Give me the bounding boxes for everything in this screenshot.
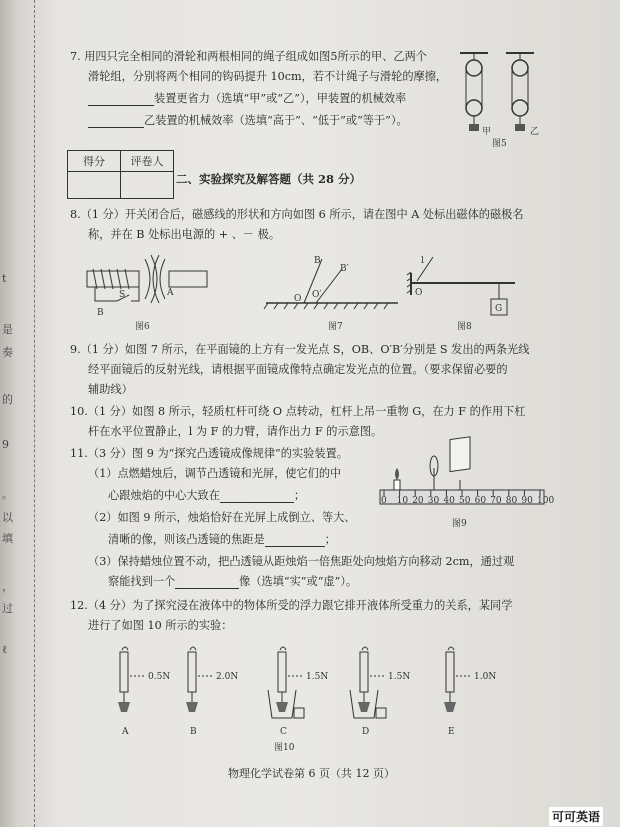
- watermark-logo: 可可英语: [549, 807, 603, 826]
- figure-5-pulleys: [456, 50, 546, 150]
- q9-line1: 9.（1 分）如图 7 所示，在平面镜的上方有一发光点 S，OB、O′B′分别是 S 发出的两条光线: [70, 343, 530, 356]
- fig7-label-bp: B′: [340, 264, 349, 274]
- ruler-tick-label: 40: [443, 496, 455, 506]
- ruler-tick-label: 80: [505, 496, 518, 506]
- score-header: 得分: [68, 151, 121, 172]
- fig5-caption: 图5: [492, 139, 507, 149]
- margin-fragment: 是: [2, 323, 13, 336]
- q10-line1: 10.（1 分）如图 8 所示，轻质杠杆可绕 O 点转动，杠杆上吊一重物 G，在力 F 的作用下杠: [70, 405, 526, 418]
- fig7-label-o: O: [294, 294, 302, 304]
- fig10-label-c: C: [280, 727, 287, 737]
- fig10-label-e: E: [448, 727, 455, 737]
- q11-blank3[interactable]: [175, 576, 239, 589]
- section-title: 二、实验探究及解答题（共 28 分）: [176, 172, 362, 186]
- fig10-setup-c: [268, 647, 328, 737]
- fig7-label-op: O′: [312, 290, 322, 300]
- figure-7-mirror: [262, 255, 402, 335]
- margin-fragment: t: [2, 272, 7, 285]
- q7-line3: 装置更省力（选填“甲”或“乙”），甲装置的机械效率: [88, 89, 406, 109]
- margin-fragment: 以: [2, 511, 13, 524]
- ruler-tick-label: 30: [427, 496, 440, 506]
- fig10-reading-a: 0.5N: [148, 672, 171, 682]
- figure-6-solenoid: [85, 255, 215, 335]
- fig8-caption: 图8: [457, 322, 472, 332]
- fig6-label-a: A: [167, 288, 174, 298]
- q11-line2: （1）点燃蜡烛后，调节凸透镜和光屏，使它们的中: [88, 467, 342, 480]
- q11-line4: （2）如图 9 所示，烛焰恰好在光屏上成倒立、等大、: [88, 511, 356, 524]
- q11-line7: 察能找到一个 像（选填“实”或“虚”）。: [108, 575, 358, 588]
- fig6-caption: 图6: [135, 322, 150, 332]
- fig10-setup-d: [350, 647, 410, 737]
- ruler-tick-label: 50: [459, 496, 471, 506]
- q11-blank1[interactable]: [220, 490, 294, 503]
- margin-fragment: 的: [2, 393, 13, 406]
- q11-line6: （3）保持蜡烛位置不动，把凸透镜从距烛焰一倍焦距处向烛焰方向移动 2cm，通过观: [88, 555, 515, 568]
- q7-blank1[interactable]: [88, 93, 154, 106]
- q7-line1: 7. 用四只完全相同的滑轮和两根相同的绳子组成如图5所示的甲、乙两个: [70, 50, 427, 63]
- ruler-tick-label: 60: [474, 496, 487, 506]
- grader-cell[interactable]: [121, 172, 174, 199]
- fig10-reading-d: 1.5N: [388, 672, 411, 682]
- grader-header: 评卷人: [121, 151, 174, 172]
- fig10-label-b: B: [190, 727, 197, 737]
- score-table: [67, 150, 174, 199]
- ruler-tick-label: 0: [381, 496, 387, 506]
- fig7-caption: 图7: [328, 322, 343, 332]
- fig10-reading-b: 2.0N: [216, 672, 239, 682]
- margin-fragment: 9: [2, 438, 9, 451]
- fig10-label-d: D: [362, 727, 370, 737]
- fig10-setup-e: [444, 647, 496, 737]
- fig10-setup-b: [186, 647, 238, 737]
- fig8-label-l: l: [421, 256, 424, 266]
- q11-blank2[interactable]: [265, 534, 325, 547]
- fig6-label-b: B: [97, 308, 104, 318]
- fig10-setup-a: [118, 647, 170, 737]
- figure-8-lever: [405, 255, 535, 335]
- fig10-reading-e: 1.0N: [474, 672, 497, 682]
- q11-line3: 心跟烛焰的中心大致在 ；: [108, 489, 306, 502]
- margin-fragment: 填: [2, 532, 13, 545]
- q11-line1: 11.（3 分）图 9 为“探究凸透镜成像规律”的实验装置。: [70, 447, 348, 460]
- ruler-tick-label: 90: [521, 496, 533, 506]
- q7-line2: 滑轮组，分别将两个相同的钩码提升 10cm，若不计绳子与滑轮的摩擦，: [88, 70, 448, 83]
- score-cell[interactable]: [68, 172, 121, 199]
- margin-fragment: ℓ: [2, 643, 8, 656]
- fig5-label-jia: 甲: [482, 127, 492, 137]
- fig8-label-g: G: [495, 304, 503, 314]
- binding-line: [34, 0, 36, 827]
- margin-fragment: 。: [2, 488, 13, 501]
- margin-fragment: ，: [2, 580, 13, 593]
- ruler-tick-label: 70: [490, 496, 502, 506]
- ruler-tick-label: 10: [396, 496, 409, 506]
- fig10-label-a: A: [122, 727, 129, 737]
- q7-line4: 乙装置的机械效率（选填“高于”、“低于”或“等于”）。: [88, 111, 408, 131]
- page-footer: 物理化学试卷第 6 页（共 12 页）: [228, 767, 395, 780]
- figure-9-optical-bench: [376, 450, 556, 530]
- fig5-label-yi: 乙: [530, 127, 540, 137]
- margin-fragment: 奏: [2, 346, 13, 359]
- ruler-tick-label: 100: [537, 496, 555, 506]
- margin-fragment: 过: [2, 602, 13, 615]
- q9-line3: 辅助线）: [88, 383, 133, 396]
- fig10-caption: 图10: [274, 743, 295, 753]
- q10-line2: 杆在水平位置静止，l 为 F 的力臂，请作出力 F 的示意图。: [88, 425, 383, 438]
- fig7-label-b: B: [314, 256, 321, 266]
- q7-blank2[interactable]: [88, 115, 144, 128]
- fig10-reading-c: 1.5N: [306, 672, 329, 682]
- q12-line2: 进行了如图 10 所示的实验：: [88, 619, 233, 632]
- ruler-tick-label: 20: [412, 496, 424, 506]
- fig8-label-o: O: [415, 288, 423, 298]
- figure-10-buoyancy: [100, 640, 520, 755]
- q12-line1: 12.（4 分）为了探究浸在液体中的物体所受的浮力跟它排开液体所受重力的关系，某同学: [70, 599, 513, 612]
- fig9-caption: 图9: [452, 519, 467, 529]
- q11-line5: 清晰的像，则该凸透镜的焦距是 ；: [108, 533, 336, 546]
- fig6-label-s: S: [119, 290, 126, 300]
- q8-line1: 8.（1 分）开关闭合后，磁感线的形状和方向如图 6 所示，请在图中 A 处标出磁体的磁极名: [70, 208, 524, 221]
- q8-line2: 称，并在 B 处标出电源的 + 、－ 极。: [88, 228, 281, 241]
- q9-line2: 经平面镜后的反射光线，请根据平面镜成像特点确定发光点的位置。（要求保留必要的: [88, 363, 508, 376]
